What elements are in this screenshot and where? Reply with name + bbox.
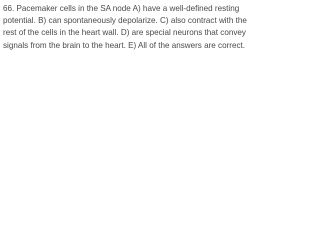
question-number: 66.	[3, 4, 15, 13]
question-text	[3, 3, 259, 52]
question-card	[3, 3, 259, 67]
question-body: Pacemaker cells in the SA node A) have a well-defined resting potential. B) can spontaneously depolarize. C) also contract with the rest of the cells in the heart wall. D) are special neurons that convey signals from the brain to the heart. E) All of the answers are correct.	[3, 4, 247, 50]
